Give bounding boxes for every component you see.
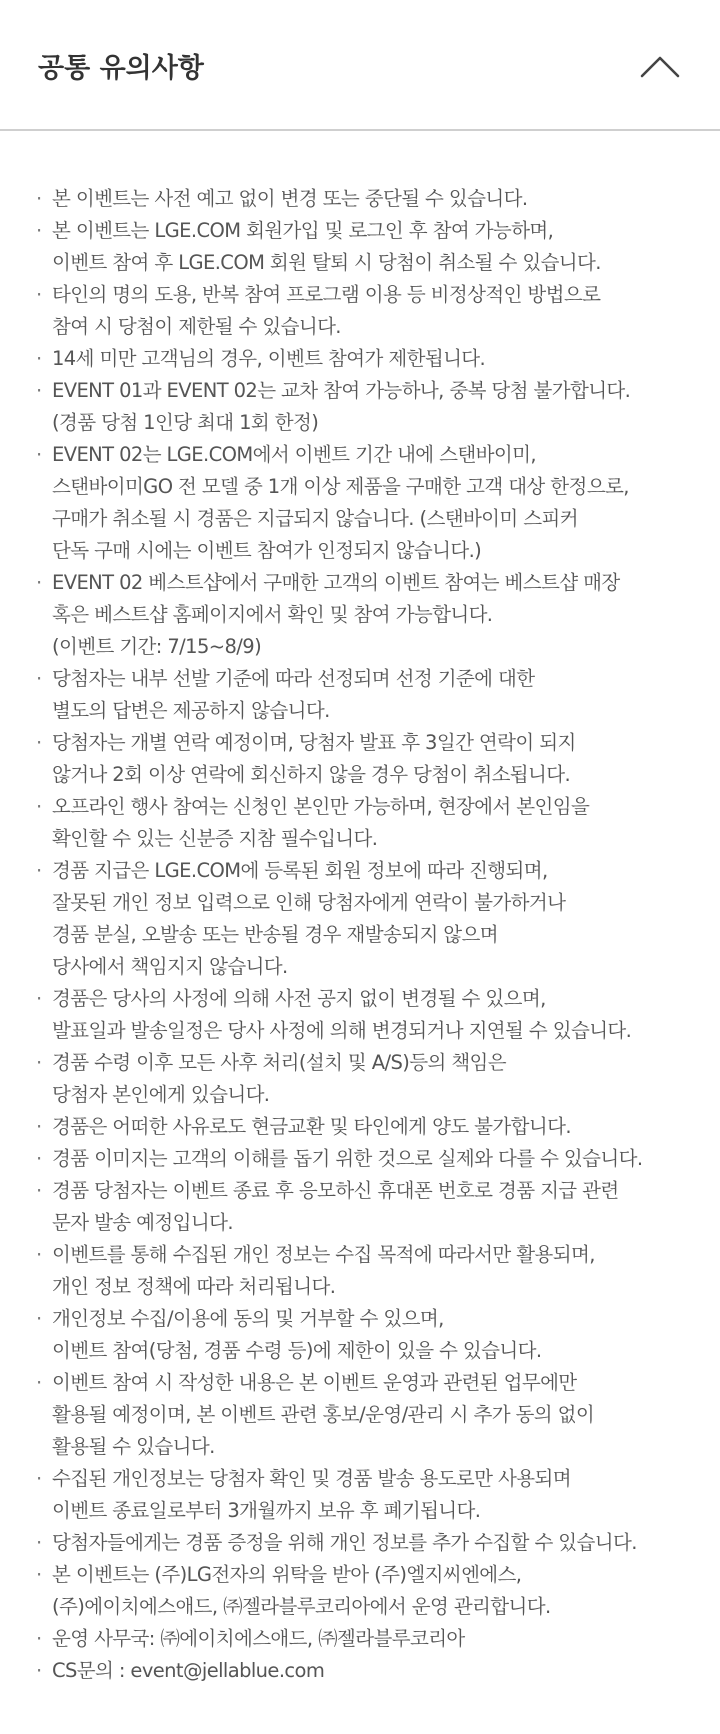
notice-item — [0, 343, 720, 375]
notice-text: EVENT 01과 EVENT 02는 교차 참여 가능하나, 중복 당첨 불가합니다. (경품 당첨 1인당 최대 1회 한정) — [52, 379, 631, 434]
bullet-dot-icon: · — [36, 283, 42, 306]
bullet-dot-icon: · — [36, 379, 42, 402]
notice-item — [0, 567, 720, 663]
notice-item — [0, 1111, 720, 1143]
notice-item — [0, 855, 720, 983]
notice-item — [0, 983, 720, 1047]
chevron-up-icon[interactable] — [640, 54, 680, 78]
bullet-dot-icon: · — [36, 667, 42, 690]
notice-item — [0, 375, 720, 439]
notice-text: 경품 이미지는 고객의 이해를 돕기 위한 것으로 실제와 다를 수 있습니다. — [52, 1147, 643, 1170]
bullet-dot-icon: · — [36, 219, 42, 242]
bullet-dot-icon: · — [36, 1627, 42, 1650]
bullet-dot-icon: · — [36, 1115, 42, 1138]
bullet-dot-icon: · — [36, 1051, 42, 1074]
notice-item — [0, 215, 720, 279]
bullet-dot-icon: · — [36, 1659, 42, 1682]
bullet-dot-icon: · — [36, 859, 42, 882]
bullet-dot-icon: · — [36, 1147, 42, 1170]
notice-item — [0, 791, 720, 855]
notice-item — [0, 1655, 720, 1687]
notice-item — [0, 1559, 720, 1623]
notice-item — [0, 1175, 720, 1239]
notice-item — [0, 1047, 720, 1111]
notice-item — [0, 1367, 720, 1463]
notice-list — [0, 183, 720, 1687]
notice-text: 개인정보 수집/이용에 동의 및 거부할 수 있으며, 이벤트 참여(당첨, 경품 수령 등)에 제한이 있을 수 있습니다. — [52, 1307, 542, 1362]
notice-item — [0, 1463, 720, 1527]
bullet-dot-icon: · — [36, 1307, 42, 1330]
bullet-dot-icon: · — [36, 987, 42, 1010]
bullet-dot-icon: · — [36, 731, 42, 754]
notice-item — [0, 279, 720, 343]
notice-text: 오프라인 행사 참여는 신청인 본인만 가능하며, 현장에서 본인임을 확인할 수 있는 신분증 지참 필수입니다. — [52, 795, 590, 850]
notice-text: 경품은 어떠한 사유로도 현금교환 및 타인에게 양도 불가합니다. — [52, 1115, 571, 1138]
notice-item — [0, 439, 720, 567]
notice-text: 이벤트 참여 시 작성한 내용은 본 이벤트 운영과 관련된 업무에만 활용될 예정이며, 본 이벤트 관련 홍보/운영/관리 시 추가 동의 없이 활용될 수 있습니다. — [52, 1371, 595, 1458]
notice-text: 본 이벤트는 LGE.COM 회원가입 및 로그인 후 참여 가능하며, 이벤트 참여 후 LGE.COM 회원 탈퇴 시 당첨이 취소될 수 있습니다. — [52, 219, 601, 274]
notice-item — [0, 1143, 720, 1175]
notice-text: 타인의 명의 도용, 반복 참여 프로그램 이용 등 비정상적인 방법으로 참여 시 당첨이 제한될 수 있습니다. — [52, 283, 601, 338]
notice-text: 운영 사무국: ㈜에이치에스애드, ㈜젤라블루코리아 — [52, 1627, 465, 1650]
notice-text: CS문의 : event@jellablue.com — [52, 1659, 325, 1682]
bullet-dot-icon: · — [36, 1179, 42, 1202]
notice-item — [0, 663, 720, 727]
bullet-dot-icon: · — [36, 1243, 42, 1266]
accordion-header[interactable] — [0, 0, 720, 131]
notice-text: 경품은 당사의 사정에 의해 사전 공지 없이 변경될 수 있으며, 발표일과 발송일정은 당사 사정에 의해 변경되거나 지연될 수 있습니다. — [52, 987, 632, 1042]
notice-text: 경품 당첨자는 이벤트 종료 후 응모하신 휴대폰 번호로 경품 지급 관련 문자 발송 예정입니다. — [52, 1179, 619, 1234]
notice-text: EVENT 02 베스트샵에서 구매한 고객의 이벤트 참여는 베스트샵 매장 혹은 베스트샵 홈페이지에서 확인 및 참여 가능합니다. (이벤트 기간: 7/15~8/9) — [52, 571, 620, 658]
notice-item — [0, 727, 720, 791]
notice-item — [0, 1623, 720, 1655]
bullet-dot-icon: · — [36, 347, 42, 370]
notice-text: 14세 미만 고객님의 경우, 이벤트 참여가 제한됩니다. — [52, 347, 486, 370]
notice-text: 이벤트를 통해 수집된 개인 정보는 수집 목적에 따라서만 활용되며, 개인 정보 정책에 따라 처리됩니다. — [52, 1243, 595, 1298]
bullet-dot-icon: · — [36, 571, 42, 594]
notice-text: 경품 지급은 LGE.COM에 등록된 회원 정보에 따라 진행되며, 잘못된 개인 정보 입력으로 인해 당첨자에게 연락이 불가하거나 경품 분실, 오발송 또는 반송될 경우 재발송되지 않으며 당사에서 책임지지 않습니다. — [52, 859, 566, 978]
bullet-dot-icon: · — [36, 187, 42, 210]
notice-item — [0, 1527, 720, 1559]
notice-text: 당첨자들에게는 경품 증정을 위해 개인 정보를 추가 수집할 수 있습니다. — [52, 1531, 637, 1554]
bullet-dot-icon: · — [36, 1467, 42, 1490]
notice-item — [0, 1239, 720, 1303]
bullet-dot-icon: · — [36, 1531, 42, 1554]
notice-item — [0, 1303, 720, 1367]
notice-text: 당첨자는 개별 연락 예정이며, 당첨자 발표 후 3일간 연락이 되지 않거나 2회 이상 연락에 회신하지 않을 경우 당첨이 취소됩니다. — [52, 731, 576, 786]
notice-text: 본 이벤트는 사전 예고 없이 변경 또는 중단될 수 있습니다. — [52, 187, 528, 210]
bullet-dot-icon: · — [36, 1371, 42, 1394]
notice-text: EVENT 02는 LGE.COM에서 이벤트 기간 내에 스탠바이미, 스탠바이미GO 전 모델 중 1개 이상 제품을 구매한 고객 대상 한정으로, 구매가 취소될 시 경품은 지급되지 않습니다. (스탠바이미 스피커 단독 구매 시에는 이벤트 참여가 인정되지 않습니다.) — [52, 443, 629, 562]
section-title: 공통 유의사항 — [38, 53, 204, 84]
notice-item — [0, 183, 720, 215]
bullet-dot-icon: · — [36, 795, 42, 818]
notice-text: 경품 수령 이후 모든 사후 처리(설치 및 A/S)등의 책임은 당첨자 본인에게 있습니다. — [52, 1051, 507, 1106]
bullet-dot-icon: · — [36, 443, 42, 466]
notice-text: 수집된 개인정보는 당첨자 확인 및 경품 발송 용도로만 사용되며 이벤트 종료일로부터 3개월까지 보유 후 폐기됩니다. — [52, 1467, 571, 1522]
notice-text: 당첨자는 내부 선발 기준에 따라 선정되며 선정 기준에 대한 별도의 답변은 제공하지 않습니다. — [52, 667, 535, 722]
notice-text: 본 이벤트는 (주)LG전자의 위탁을 받아 (주)엘지씨엔에스, (주)에이치에스애드, ㈜젤라블루코리아에서 운영 관리합니다. — [52, 1563, 551, 1618]
bullet-dot-icon: · — [36, 1563, 42, 1586]
